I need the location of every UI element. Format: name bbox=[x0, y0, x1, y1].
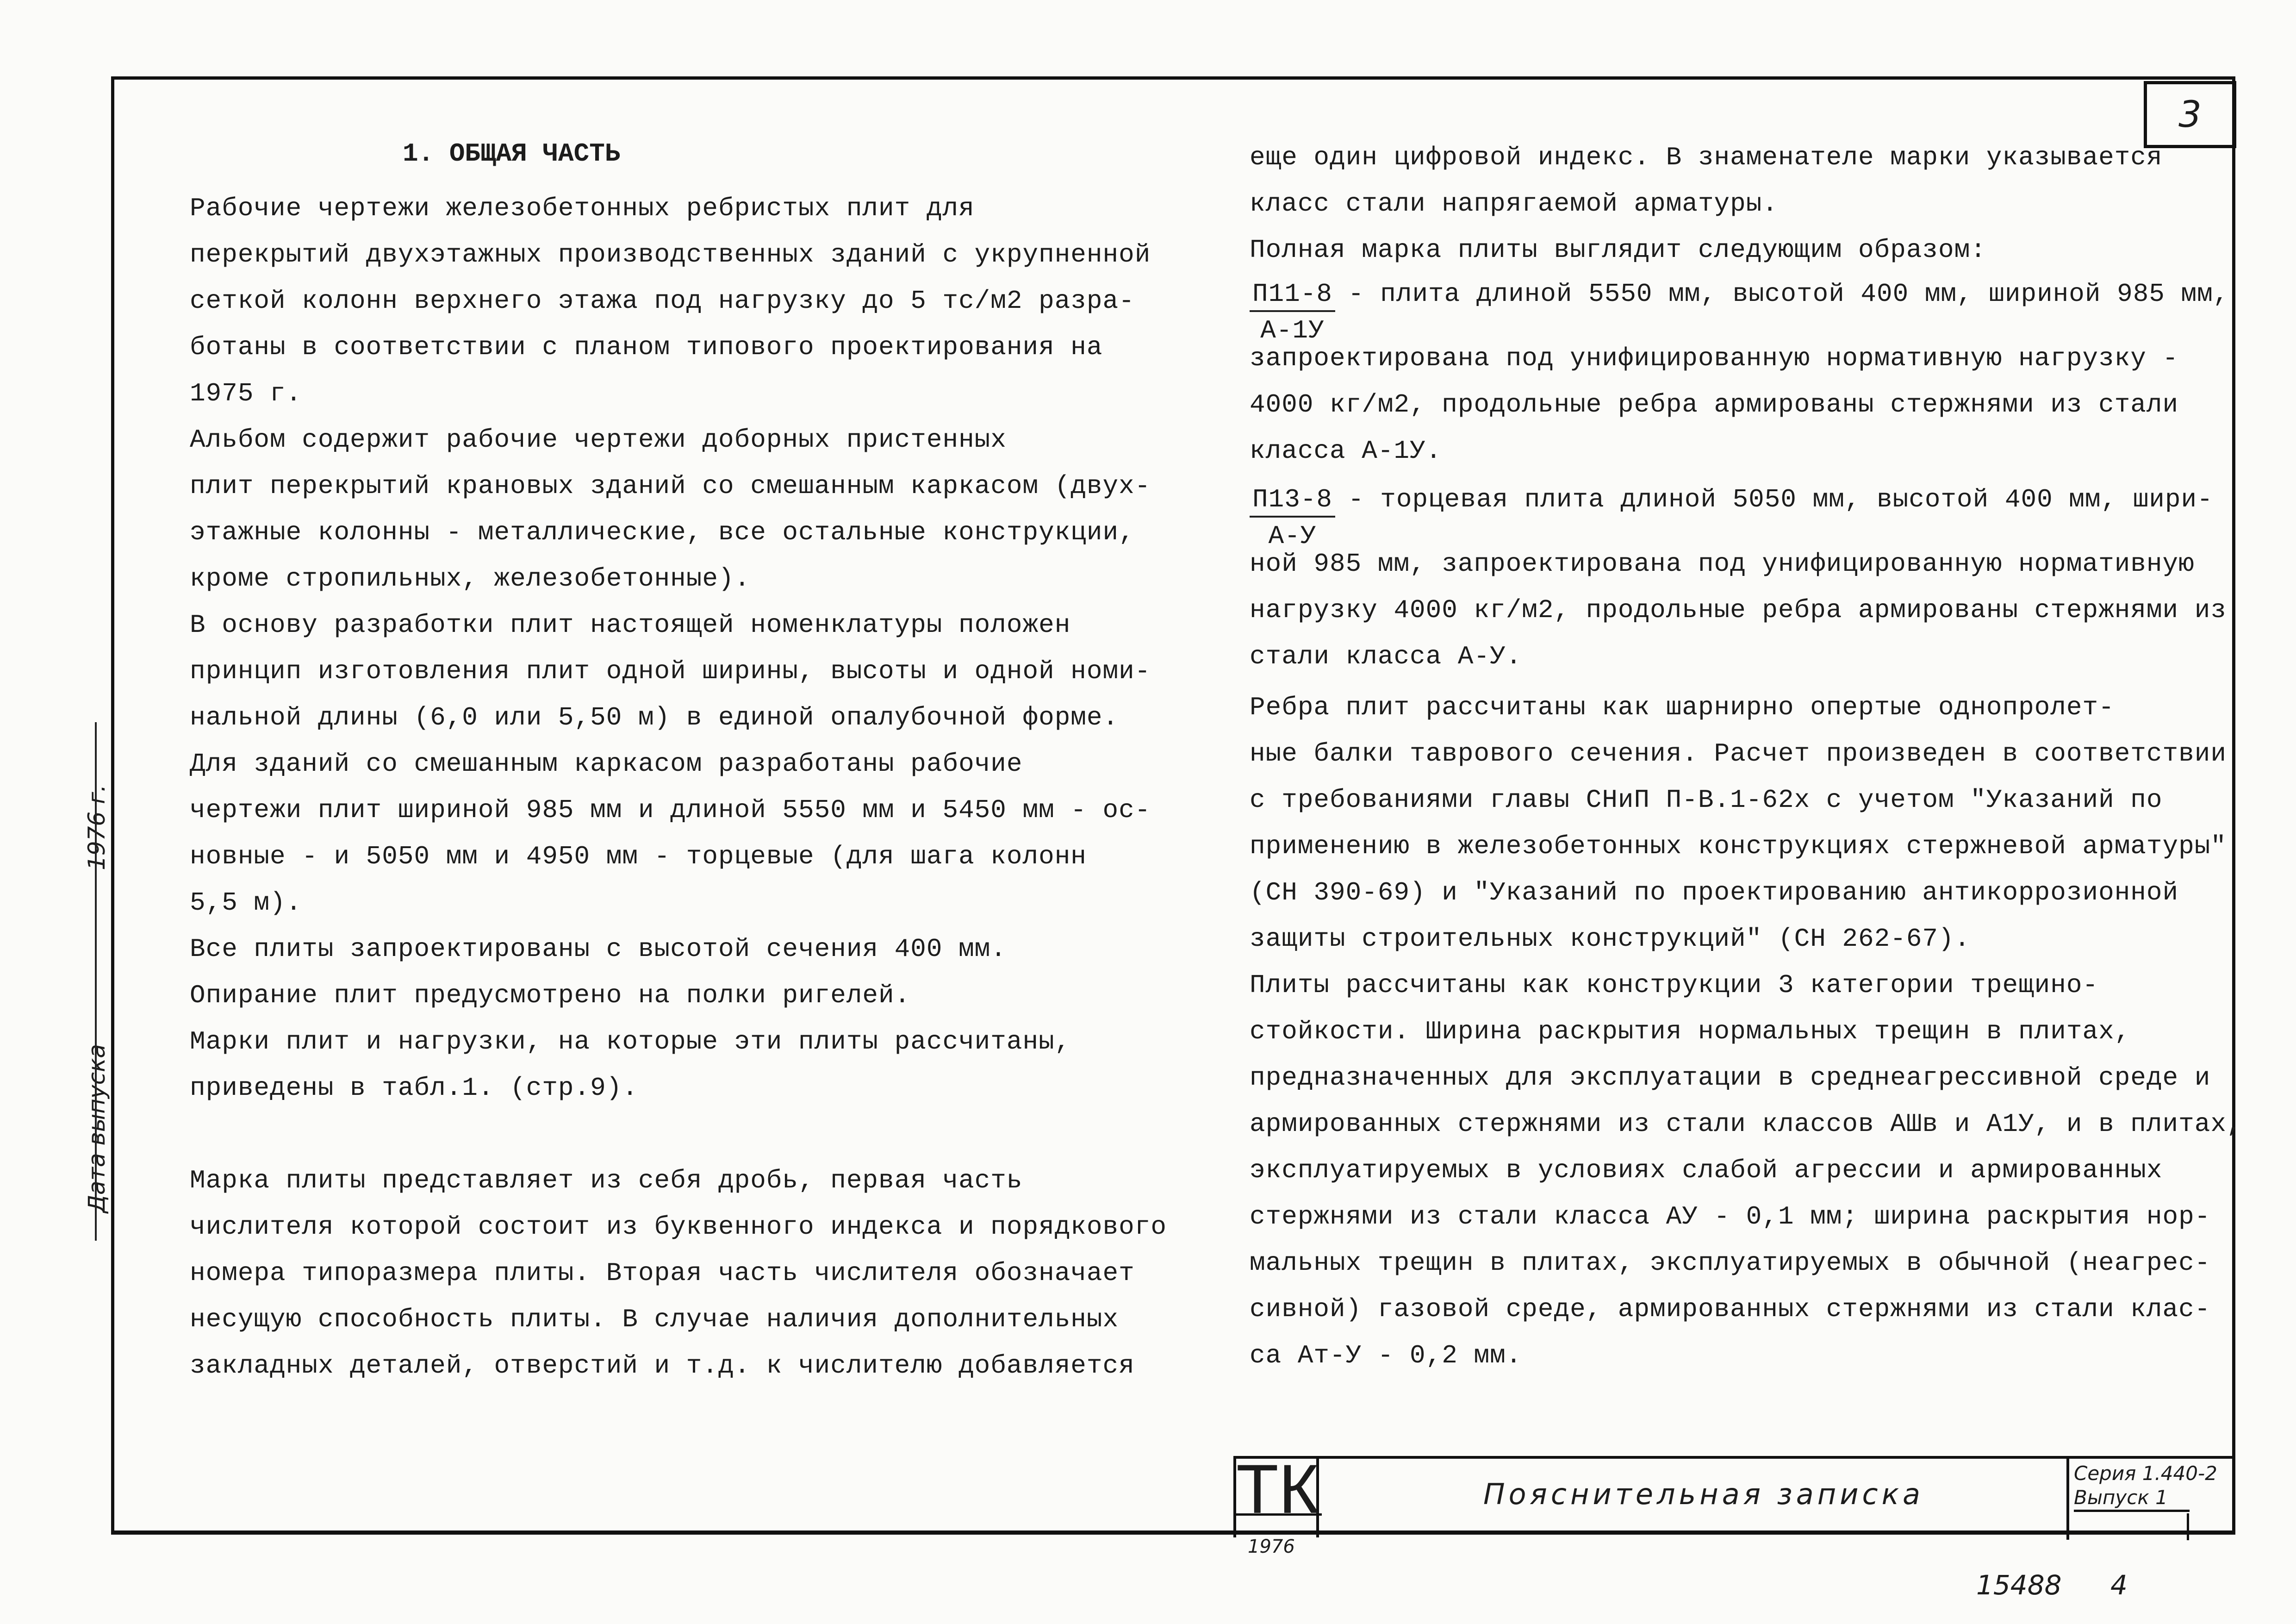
text-line: применению в железобетонных конструкциях стержневой арматуры" bbox=[1250, 831, 2227, 861]
section-heading: 1. ОБЩАЯ ЧАСТЬ bbox=[403, 139, 621, 169]
text-line: нагрузку 4000 кг/м2, продольные ребра армированы стержнями из bbox=[1250, 595, 2227, 625]
text-line: номера типоразмера плиты. Вторая часть числителя обозначает bbox=[190, 1258, 1135, 1288]
text-line: 1975 г. bbox=[190, 379, 302, 408]
text-line: ботаны в соответствии с планом типового проектирования на bbox=[190, 332, 1103, 362]
text-line: чертежи плит шириной 985 мм и длиной 5550 мм и 5450 мм - ос- bbox=[190, 795, 1151, 825]
text-line: принцип изготовления плит одной ширины, высоты и одной номи- bbox=[190, 656, 1151, 686]
side-date-year: 1976 г. bbox=[83, 784, 110, 870]
text-line: Полная марка плиты выглядит следующим образом: bbox=[1250, 235, 1986, 265]
text-line: са Ат-У - 0,2 мм. bbox=[1250, 1341, 1522, 1370]
document-title: Пояснительная записка bbox=[1483, 1477, 1924, 1511]
text-line: нальной длины (6,0 или 5,50 м) в единой опалубочной форме. bbox=[190, 703, 1119, 732]
text-line: числителя которой состоит из буквенного индекса и порядкового bbox=[190, 1212, 1167, 1242]
text-line: Ребра плит рассчитаны как шарнирно опертые однопролет- bbox=[1250, 693, 2115, 722]
text-line: плит перекрытий крановых зданий со смешанным каркасом (двух- bbox=[190, 471, 1151, 501]
archive-number: 15488 bbox=[1976, 1569, 2062, 1601]
text-line: Опирание плит предусмотрено на полки ригелей. bbox=[190, 981, 911, 1010]
text-line: ные балки таврового сечения. Расчет произведен в соответствии bbox=[1250, 739, 2227, 768]
text-line: перекрытий двухэтажных производственных зданий с укрупненной bbox=[190, 240, 1151, 269]
text-line: стойкости. Ширина раскрытия нормальных трещин в плитах, bbox=[1250, 1017, 2131, 1046]
text-line: Плиты рассчитаны как конструкции 3 категории трещино- bbox=[1250, 970, 2099, 1000]
series-divider bbox=[2187, 1513, 2189, 1540]
text-line: стали класса А-У. bbox=[1250, 642, 1522, 671]
text-line: сеткой колонн верхнего этажа под нагрузку до 5 тс/м2 разра- bbox=[190, 286, 1135, 316]
text-line: еще один цифровой индекс. В знаменателе марки указывается bbox=[1250, 143, 2163, 172]
mark-1-denominator: А-1У bbox=[1260, 316, 1325, 345]
text-line: запроектирована под унифицированную нормативную нагрузку - bbox=[1250, 344, 2179, 373]
text-line: эксплуатируемых в условиях слабой агрессии и армированных bbox=[1250, 1156, 2163, 1185]
page-number: 3 bbox=[2144, 81, 2236, 148]
text-line: Альбом содержит рабочие чертежи доборных пристенных bbox=[190, 425, 1007, 455]
tk-divider bbox=[1236, 1513, 1322, 1516]
mark-2-numerator: П13-8 bbox=[1250, 483, 1335, 518]
text-line: 4000 кг/м2, продольные ребра армированы стержнями из стали bbox=[1250, 390, 2179, 419]
side-date-label: Дата выпуска bbox=[83, 1044, 110, 1213]
text-line bbox=[190, 1111, 1167, 1157]
text-line: Рабочие чертежи железобетонных ребристых плит для bbox=[190, 194, 975, 223]
mark-1-first-line: - плита длиной 5550 мм, высотой 400 мм, шириной 985 мм, bbox=[1348, 279, 2229, 309]
text-line: стержнями из стали класса АУ - 0,1 мм; ширина раскрытия нор- bbox=[1250, 1202, 2211, 1231]
left-column bbox=[190, 185, 1167, 1389]
text-line: Марка плиты представляет из себя дробь, первая часть bbox=[190, 1166, 1023, 1195]
text-line: В основу разработки плит настоящей номенклатуры положен bbox=[190, 610, 1071, 640]
mark-1-numerator: П11-8 bbox=[1250, 278, 1335, 312]
text-line: Для зданий со смешанным каркасом разработаны рабочие bbox=[190, 749, 1023, 779]
text-line: мальных трещин в плитах, эксплуатируемых в обычной (неагрес- bbox=[1250, 1248, 2211, 1278]
tk-label: ТК bbox=[1236, 1450, 1319, 1528]
text-line: класс стали напрягаемой арматуры. bbox=[1250, 189, 1778, 219]
title-block bbox=[1233, 1450, 2235, 1557]
text-line: предназначенных для эксплуатации в среднеагрессивной среде и bbox=[1250, 1063, 2211, 1093]
text-line: (СН 390-69) и "Указаний по проектированию антикоррозионной bbox=[1250, 878, 2179, 907]
text-line: кроме стропильных, железобетонные). bbox=[190, 564, 751, 593]
issue-label: Выпуск 1 bbox=[2074, 1486, 2190, 1512]
text-line: армированных стержнями из стали классов АШв и А1У, и в плитах, bbox=[1250, 1109, 2243, 1139]
tk-year: 1976 bbox=[1248, 1536, 1295, 1557]
text-line: несущую способность плиты. В случае наличия дополнительных bbox=[190, 1305, 1119, 1334]
text-line: приведены в табл.1. (стр.9). bbox=[190, 1073, 638, 1103]
side-rule bbox=[95, 722, 97, 1241]
text-line: 5,5 м). bbox=[190, 888, 302, 918]
series-label: Серия 1.440-2 bbox=[2074, 1462, 2217, 1485]
mark-2 bbox=[1250, 483, 2243, 680]
text-line: закладных деталей, отверстий и т.д. к числителю добавляется bbox=[190, 1351, 1135, 1380]
text-line: этажные колонны - металлические, все остальные конструкции, bbox=[190, 518, 1135, 547]
text-line: новные - и 5050 мм и 4950 мм - торцевые (для шага колонн bbox=[190, 842, 1087, 871]
mark-2-first-line: - торцевая плита длиной 5050 мм, высотой 400 мм, шири- bbox=[1348, 485, 2213, 514]
series-box bbox=[2066, 1459, 2235, 1540]
mark-2-denominator: А-У bbox=[1268, 521, 1317, 551]
text-line: защиты строительных конструкций" (СН 262-67). bbox=[1250, 924, 1971, 954]
text-line: с требованиями главы СНиП П-В.1-62х с учетом "Указаний по bbox=[1250, 785, 2163, 815]
mark-1 bbox=[1250, 278, 2243, 474]
text-line: Марки плит и нагрузки, на которые эти плиты рассчитаны, bbox=[190, 1027, 1071, 1056]
right-column bbox=[1250, 134, 2243, 1379]
tk-box bbox=[1233, 1450, 1319, 1557]
text-line: ной 985 мм, запроектирована под унифицированную нормативную bbox=[1250, 549, 2195, 579]
sheet-number: 4 bbox=[2110, 1569, 2128, 1601]
text-line: класса А-1У. bbox=[1250, 436, 1442, 466]
text-line: Все плиты запроектированы с высотой сечения 400 мм. bbox=[190, 934, 1007, 964]
text-line: сивной) газовой среде, армированных стержнями из стали клас- bbox=[1250, 1294, 2211, 1324]
